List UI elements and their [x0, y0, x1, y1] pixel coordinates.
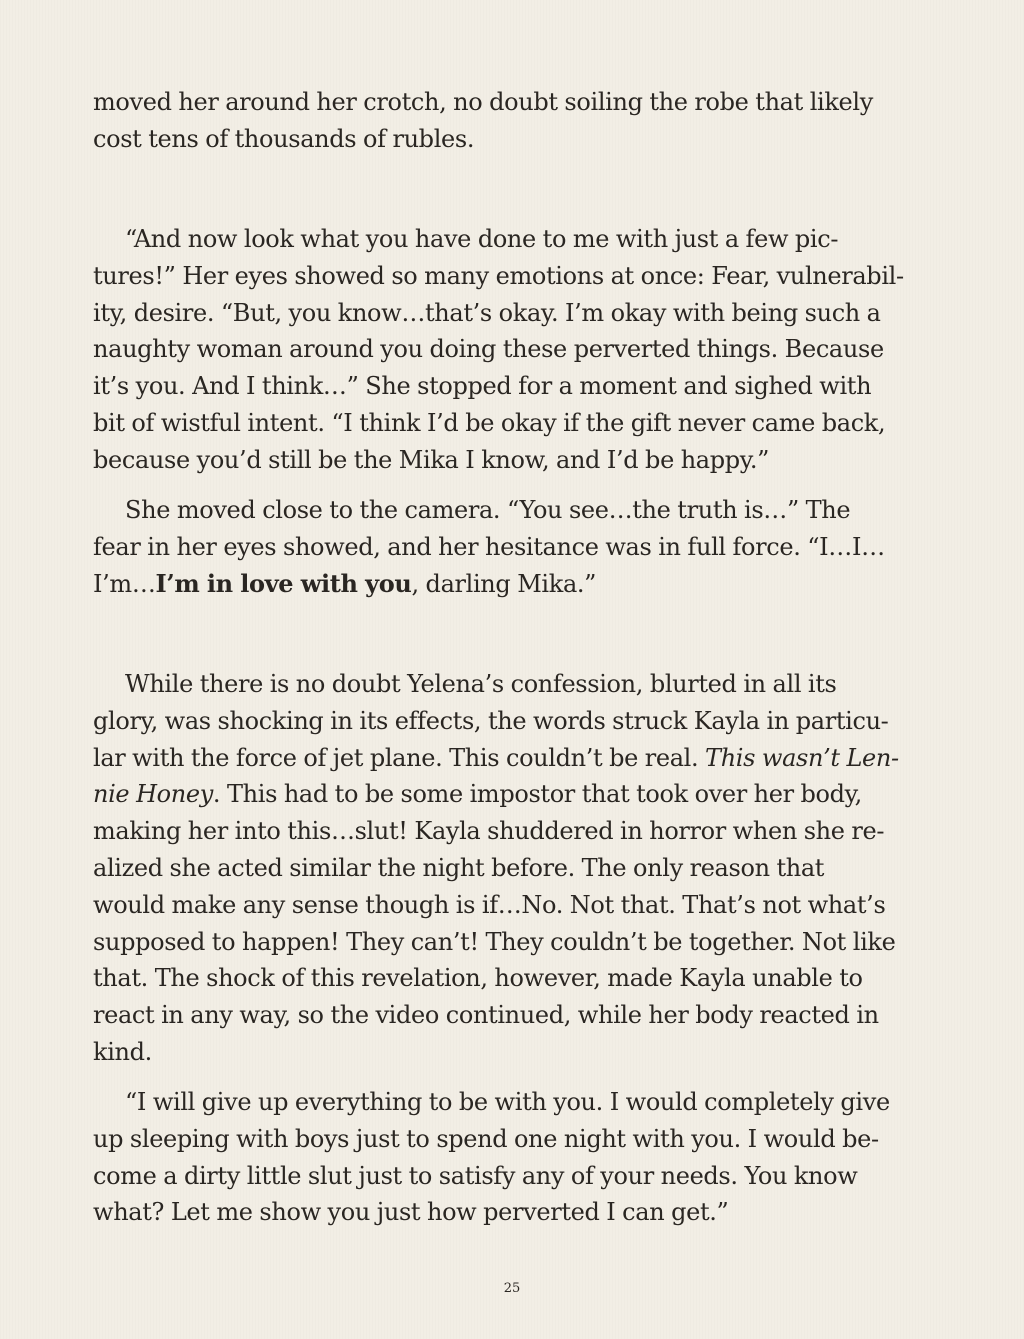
paragraph-confession: [93, 492, 943, 602]
text-line: [93, 740, 943, 777]
page-number: 25: [503, 1281, 521, 1296]
text-line: up sleeping with boys just to spend one night with you. I would be-: [93, 1124, 879, 1153]
text-line: it’s you. And I think…” She stopped for a moment and sighed with: [93, 372, 872, 401]
italic-text: This wasn’t Len-: [705, 743, 899, 772]
paragraph-give-up: [93, 1084, 943, 1231]
text-line: “And now look what you have done to me with just a few pic-: [125, 225, 839, 253]
paragraph-continuation: [93, 84, 943, 158]
paragraph-shock: [93, 666, 943, 1071]
text-line: come a dirty little slut just to satisfy any of your needs. You know: [93, 1161, 858, 1190]
text-line: kind.: [93, 1037, 152, 1066]
text-line: moved her around her crotch, no doubt soiling the robe that likely: [93, 88, 873, 116]
text-line: what? Let me show you just how perverted I can get.”: [93, 1198, 729, 1227]
text-line: would make any sense though is if…No. Not that. That’s not what’s: [93, 890, 886, 919]
text-line: cost tens of thousands of rubles.: [93, 124, 475, 153]
text-line: that. The shock of this revelation, however, made Kayla unable to: [93, 964, 863, 993]
text-span: . This had to be some impostor that took over her body,: [212, 780, 862, 809]
text-line: because you’d still be the Mika I know, and I’d be happy.”: [93, 445, 770, 474]
text-span: I’m…: [93, 569, 156, 598]
text-span: lar with the force of jet plane. This couldn’t be real.: [93, 743, 706, 772]
paragraph-pictures: [93, 221, 943, 479]
text-line: supposed to happen! They can’t! They couldn’t be together. Not like: [93, 927, 896, 956]
italic-text: nie Honey: [93, 780, 213, 809]
text-line: fear in her eyes showed, and her hesitance was in full force. “I…I…: [93, 532, 885, 561]
text-span: , darling Mika.”: [411, 569, 597, 598]
text-line: She moved close to the camera. “You see…the truth is…” The: [125, 496, 851, 524]
text-line: react in any way, so the video continued, while her body reacted in: [93, 1001, 879, 1030]
text-line: naughty woman around you doing these perverted things. Because: [93, 335, 884, 364]
bold-text: I’m in love with you: [155, 568, 412, 598]
text-line: alized she acted similar the night before. The only reason that: [93, 853, 825, 882]
text-line: glory, was shocking in its effects, the words struck Kayla in particu-: [93, 706, 889, 735]
text-line: bit of wistful intent. “I think I’d be okay if the gift never came back,: [93, 408, 886, 437]
text-line: While there is no doubt Yelena’s confession, blurted in all its: [125, 670, 837, 698]
text-line: [93, 776, 943, 813]
text-line: ity, desire. “But, you know…that’s okay. I’m okay with being such a: [93, 298, 881, 327]
text-line: “I will give up everything to be with you. I would completely give: [125, 1088, 890, 1116]
text-line: tures!” Her eyes showed so many emotions at once: Fear, vulnerabil-: [93, 261, 904, 290]
text-line: making her into this…slut! Kayla shuddered in horror when she re-: [93, 817, 885, 846]
text-line: [93, 566, 943, 603]
